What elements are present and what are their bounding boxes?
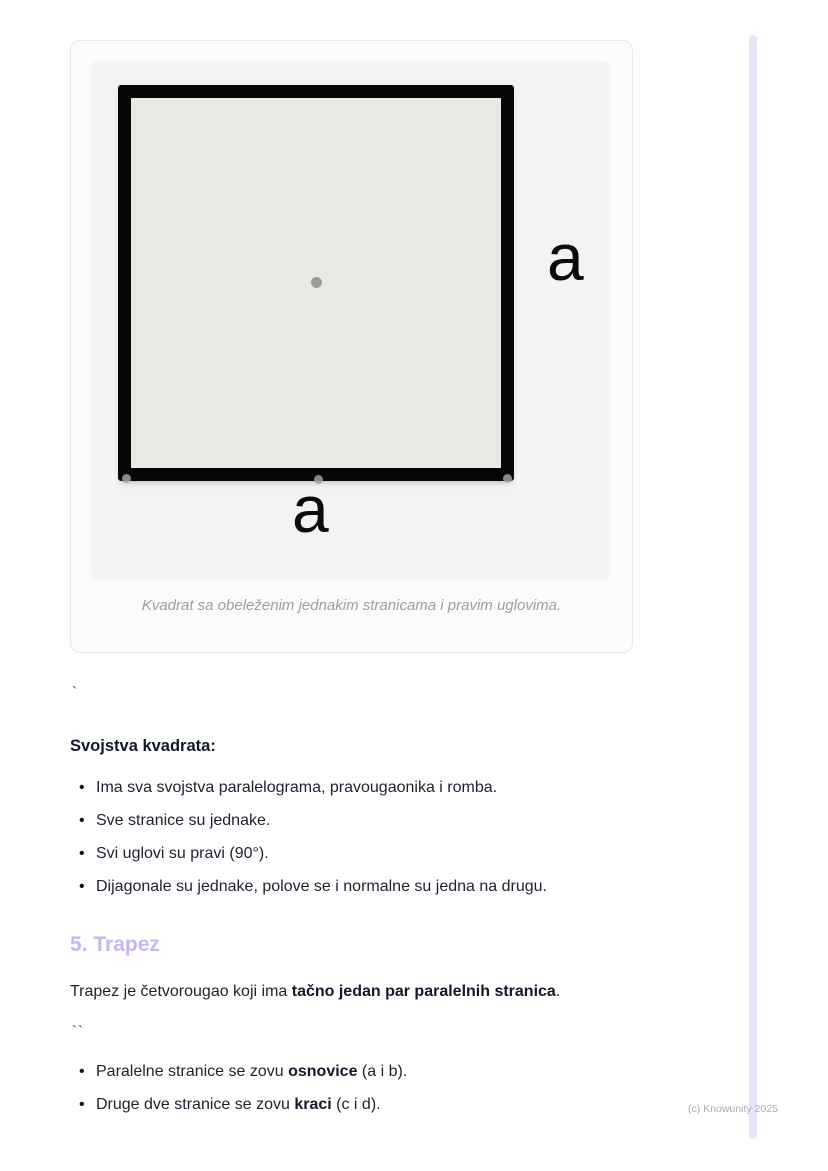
footer-copyright: (c) Knowunity 2025 — [688, 1103, 778, 1115]
intro-text-suffix: . — [555, 983, 561, 1000]
list-item-text: Dijagonale su jednake, polove se i normalne su jedna na drugu. — [96, 878, 547, 895]
stray-double-tick-mark: `` — [72, 1023, 84, 1040]
list-item-text: Svi uglovi su pravi (90°). — [96, 845, 269, 862]
vertical-scrollbar[interactable] — [749, 35, 757, 1139]
figure-image-area — [92, 61, 610, 579]
list-item-text: Ima sva svojstva paralelograma, pravougaonika i romba. — [96, 779, 498, 796]
list-item — [96, 778, 633, 798]
stray-tick-mark: ` — [72, 684, 77, 701]
list-item-bold: kraci — [294, 1096, 332, 1113]
list-item-prefix: Druge dve stranice se zovu — [96, 1096, 295, 1113]
intro-text-prefix: Trapez je četvorougao koji ima — [70, 983, 292, 1000]
handle-dot-bottom-left — [122, 474, 131, 483]
trapez-properties-list — [70, 1062, 633, 1115]
figure-caption: Kvadrat sa obeleženim jednakim stranicama i pravim uglovima. — [141, 597, 562, 614]
handle-dot-bottom-right — [503, 474, 512, 483]
list-item-prefix: Paralelne stranice se zovu — [96, 1063, 289, 1080]
kvadrat-properties-list — [70, 778, 633, 897]
list-item-text: Sve stranice su jednake. — [96, 812, 271, 829]
trapez-section-heading: 5. Trapez — [70, 933, 160, 956]
list-item — [96, 1095, 633, 1115]
list-item — [96, 1062, 633, 1082]
side-label-right: a — [547, 220, 584, 294]
square-center-dot — [311, 277, 322, 288]
list-item-suffix: (c i d). — [331, 1096, 381, 1113]
intro-text-bold: tačno jedan par paralelnih stranica — [291, 983, 556, 1000]
trapez-intro-paragraph — [70, 982, 633, 1002]
list-item-bold: osnovice — [288, 1063, 358, 1080]
kvadrat-properties-heading: Svojstva kvadrata: — [70, 737, 216, 755]
main-content — [70, 40, 633, 1128]
side-label-bottom: a — [292, 472, 329, 546]
list-item-suffix: (a i b). — [357, 1063, 408, 1080]
list-item — [96, 844, 633, 864]
list-item — [96, 811, 633, 831]
list-item — [96, 877, 633, 897]
figure-card — [70, 40, 633, 653]
